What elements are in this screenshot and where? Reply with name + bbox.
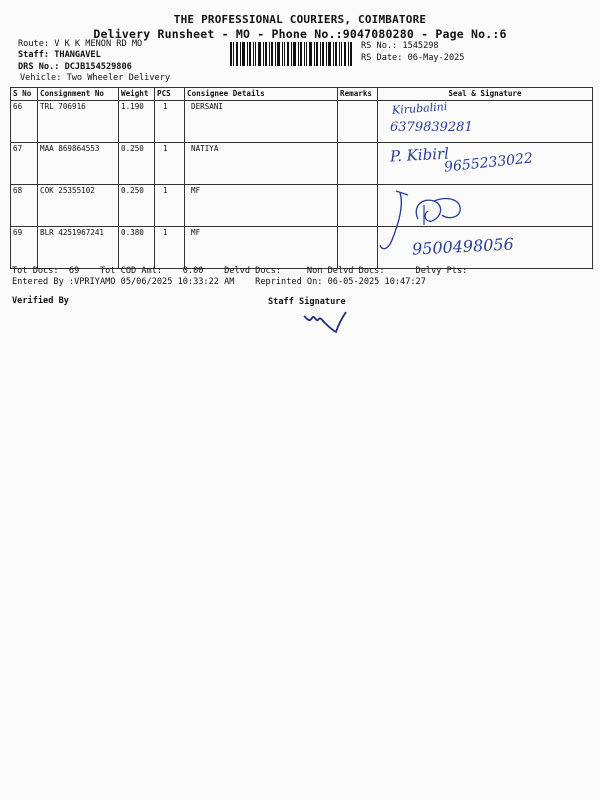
col-header-remarks: Remarks [338, 88, 378, 101]
table-row [11, 143, 593, 185]
cell-pcs: 1 [155, 227, 185, 269]
rs-date: RS Date: 06-May-2025 [361, 53, 465, 63]
cell-consignee: MF [185, 227, 338, 269]
table-row [11, 227, 593, 269]
cell-weight: 0.250 [119, 185, 155, 227]
cell-weight: 0.250 [119, 143, 155, 185]
cell-sno: 67 [11, 143, 38, 185]
cell-remarks [338, 185, 378, 227]
cell-weight: 0.380 [119, 227, 155, 269]
cell-signature [378, 101, 593, 143]
cell-sno: 69 [11, 227, 38, 269]
col-header-sno: S No [11, 88, 38, 101]
cell-sno: 66 [11, 101, 38, 143]
cell-remarks [338, 101, 378, 143]
barcode-image [230, 42, 352, 66]
cell-signature [378, 185, 593, 227]
cell-signature [378, 227, 593, 269]
cell-signature [378, 143, 593, 185]
col-header-weight: Weight [119, 88, 155, 101]
staff-signature-label: Staff Signature [268, 297, 346, 307]
signature-phone: 9500498056 [411, 234, 515, 259]
cell-consignment: BLR 4251967241 [38, 227, 119, 269]
cell-consignee: NATIYA [185, 143, 338, 185]
cell-consignment: MAA 869864553 [38, 143, 119, 185]
company-title: THE PROFESSIONAL COURIERS, COIMBATORE [173, 13, 427, 26]
cell-pcs: 1 [155, 101, 185, 143]
table-row [11, 101, 593, 143]
runsheet-table [10, 87, 593, 269]
cell-consignment: COK 25355102 [38, 185, 119, 227]
col-header-consignee: Consignee Details [185, 88, 338, 101]
table-row [11, 185, 593, 227]
totals-line: Tot Docs: 69 Tot COD Amt: 0.00 Delvd Docs: Non Delvd Docs: Delvy Pts: [12, 266, 468, 276]
cell-consignee: MF [185, 185, 338, 227]
cell-remarks [338, 143, 378, 185]
vehicle-label: Vehicle: Two Wheeler Delivery [20, 73, 171, 83]
col-header-pcs: PCS [155, 88, 185, 101]
staff-label: Staff: THANGAVEL [18, 50, 101, 60]
table-header-row [11, 88, 593, 101]
cell-weight: 1.190 [119, 101, 155, 143]
col-header-seal: Seal & Signature [378, 88, 593, 101]
drs-label: DRS No.: DCJB154529806 [18, 62, 132, 72]
staff-signature-mark [300, 308, 350, 334]
route-label: Route: V K K MENON RD MO [18, 39, 143, 49]
cell-consignment: TRL 706916 [38, 101, 119, 143]
runsheet-title: Delivery Runsheet - MO - Phone No.:9047080280 - Page No.:6 [93, 27, 507, 41]
signature-name: P. Kibirl [389, 144, 450, 166]
signature-phone: 6379839281 [390, 120, 473, 135]
cell-consignee: DERSANI [185, 101, 338, 143]
verified-by-label: Verified By [12, 296, 69, 306]
cell-sno: 68 [11, 185, 38, 227]
cell-pcs: 1 [155, 185, 185, 227]
rs-number: RS No.: 1545298 [361, 41, 439, 51]
cell-remarks [338, 227, 378, 269]
col-header-consignment: Consignment No [38, 88, 119, 101]
cell-pcs: 1 [155, 143, 185, 185]
entered-by-line: Entered By :VPRIYAMO 05/06/2025 10:33:22 AM Reprinted On: 06-05-2025 10:47:27 [12, 277, 426, 287]
signature-phone: 9655233022 [443, 150, 534, 176]
signature-name: Kirubalini [391, 100, 448, 117]
